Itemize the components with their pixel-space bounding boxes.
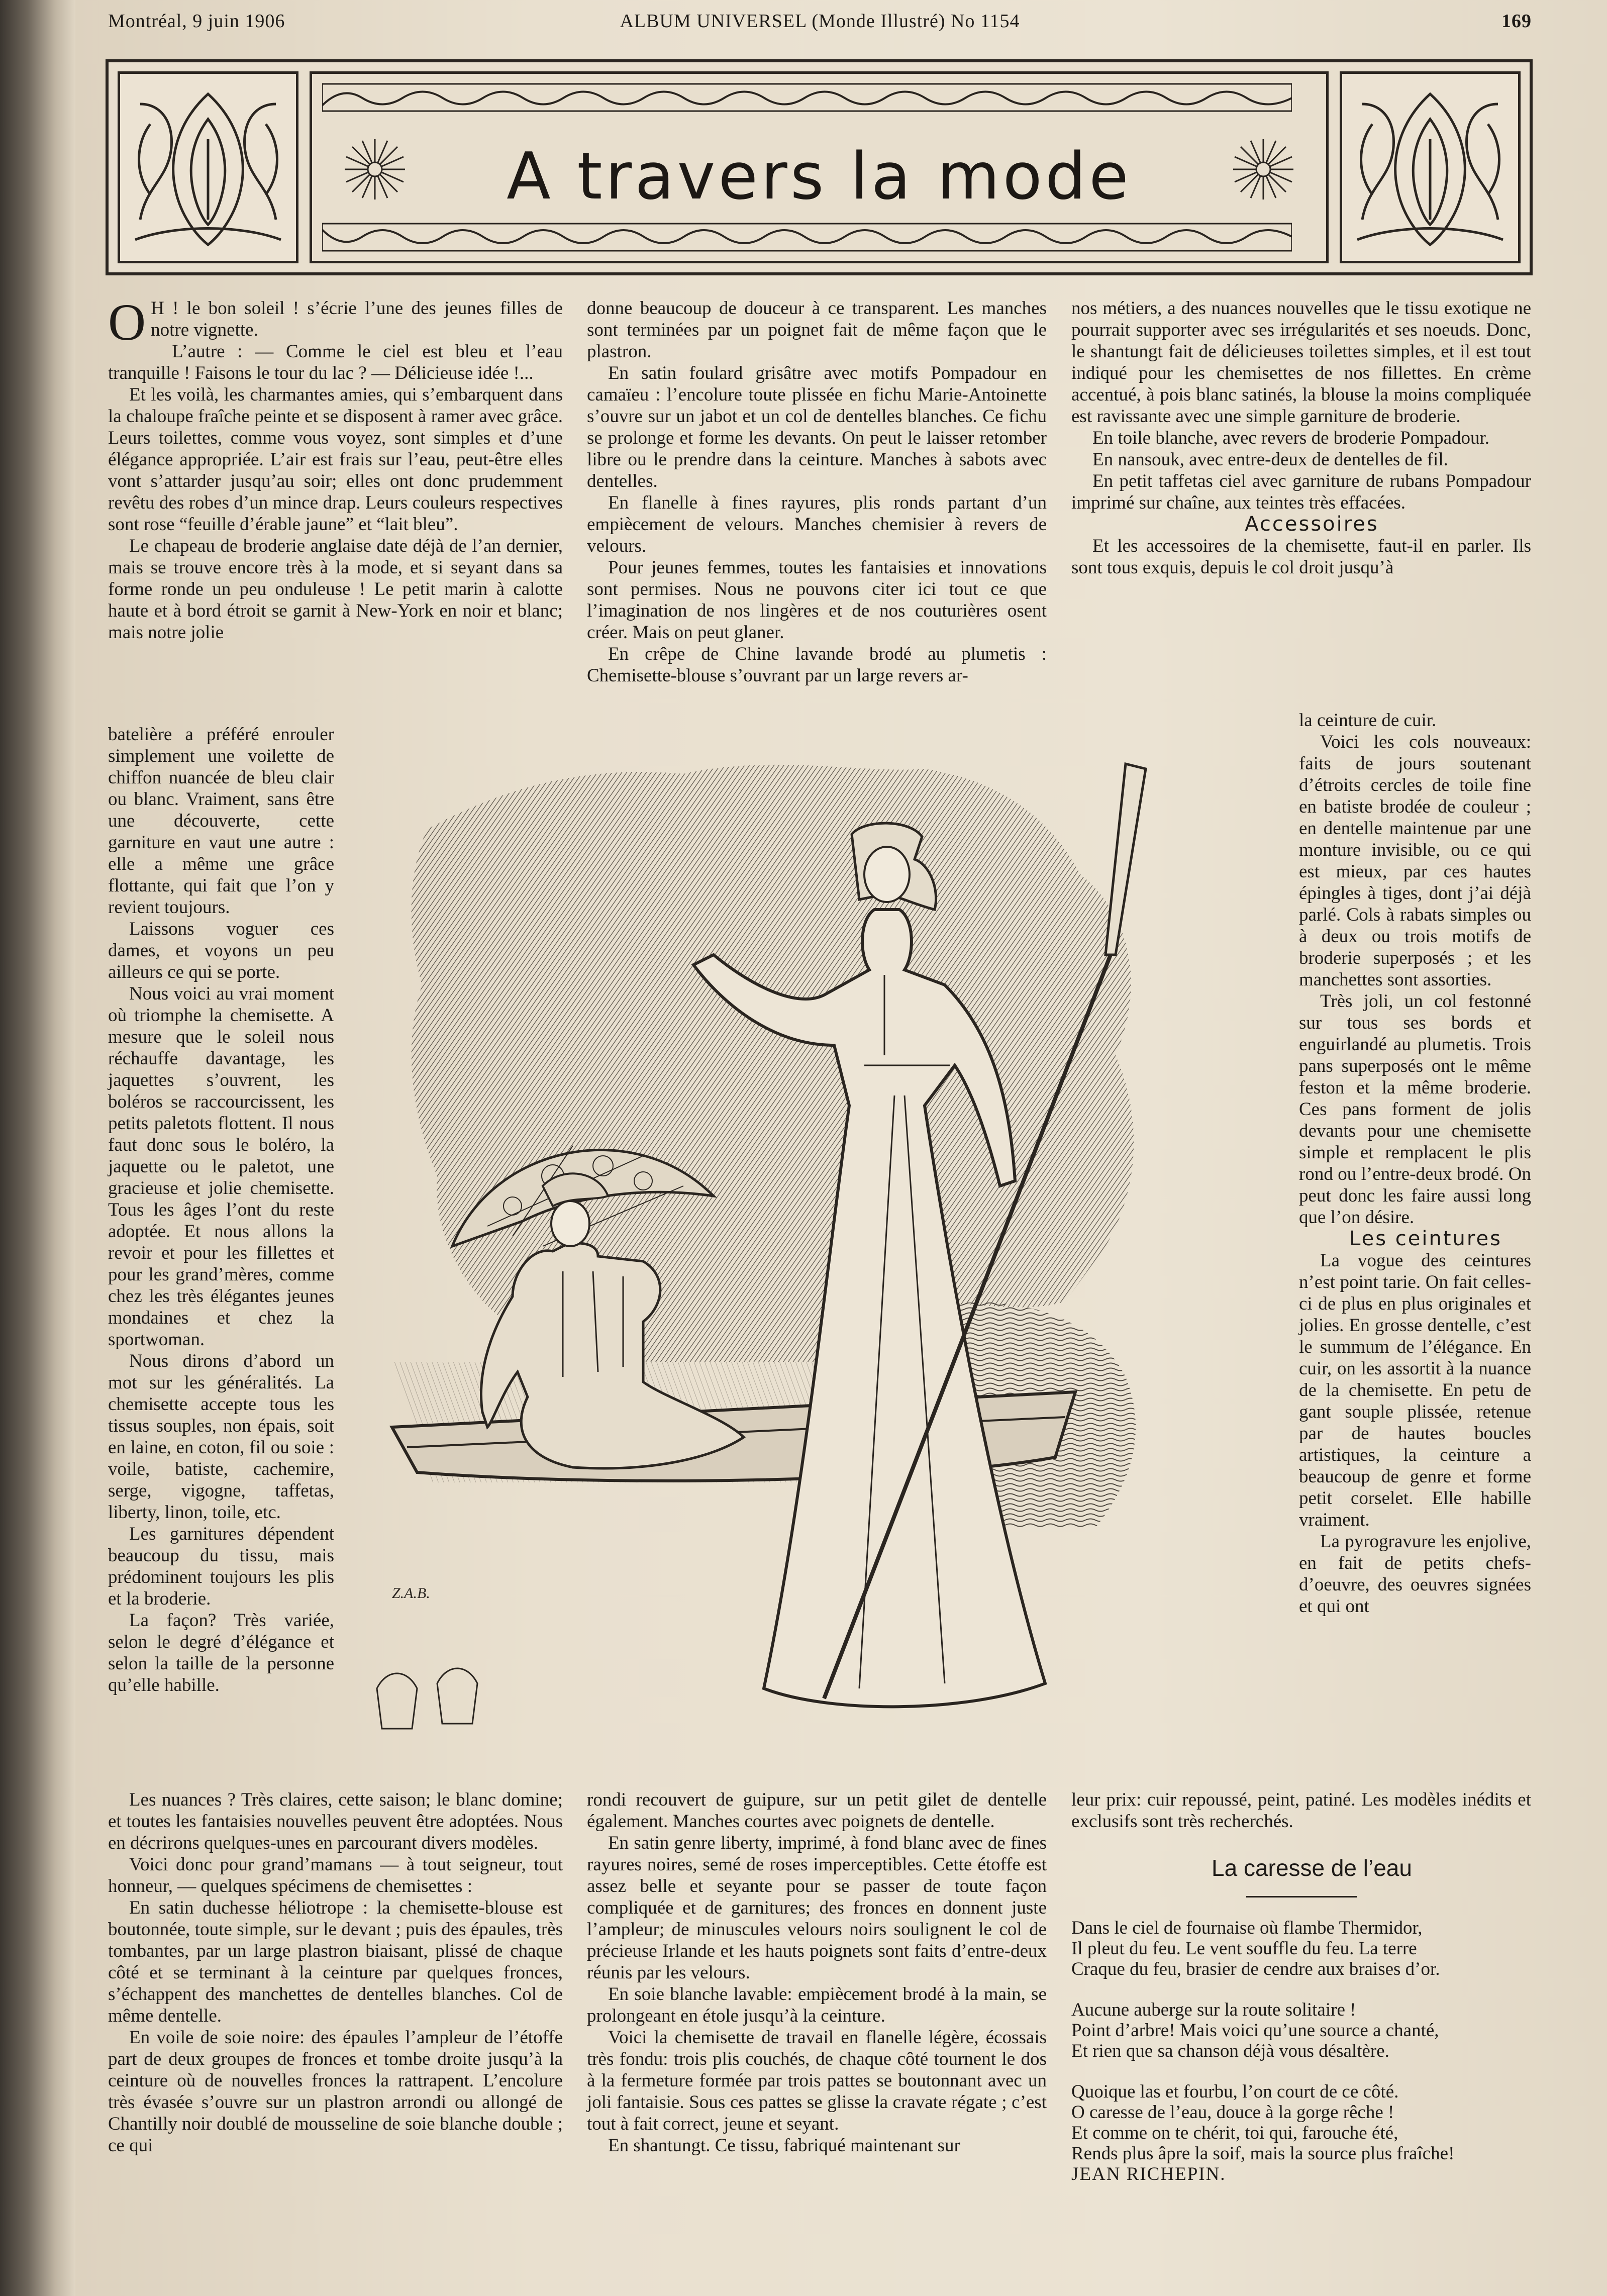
col3-paragraph: la ceinture de cuir. (1299, 710, 1437, 731)
column-1-narrow (108, 724, 334, 1696)
drop-cap: O (108, 293, 146, 351)
poem-line: Aucune auberge sur la route solitaire ! (1071, 2000, 1356, 2020)
poem-stanza (1071, 1918, 1531, 1979)
illustration-signature: Z.A.B. (392, 1585, 430, 1602)
col3-paragraph: Et les accessoires de la chemisette, faut-il en parler. Ils sont tous exquis, depuis le col droit jusqu’à (1071, 536, 1531, 578)
frieze-bottom (322, 223, 1292, 252)
poem-stanza (1071, 2081, 1531, 2164)
col2-paragraph: Voici la chemisette de travail en flanelle légère, écossais très fondu: trois plis couchés, de chaque côté tournent le dos à la fermeture formée par trois pattes se boutonnant avec un joli fantaisie. Sous ces pattes se glisse la cravate régate ; c’est tout à fait correct, jeune et seyant. (587, 2027, 1047, 2134)
column-1-bottom (108, 1789, 563, 2156)
column-3-narrow (1299, 710, 1531, 1617)
poem-line: O caresse de l’eau, douce à la gorge rêche ! (1071, 2102, 1394, 2123)
poem-stanza (1071, 2000, 1531, 2061)
frieze-top (322, 83, 1292, 112)
column-2-top (587, 297, 1047, 686)
poem-line: Il pleut du feu. Le vent souffle du feu. La terre (1071, 1938, 1417, 1959)
poem-line: Rends plus âpre la soif, mais la source plus fraîche! (1071, 2143, 1455, 2164)
col2-paragraph: En soie blanche lavable: empiècement brodé à la main, se prolongeant en étole jusqu’à la ceinture. (587, 1984, 1047, 2026)
column-3-bottom (1071, 1789, 1531, 2184)
col1-paragraph: Nous voici au vrai moment où triomphe la chemisette. A mesure que le soleil nous réchauffe davantage, les jaquettes s’ouvrent, les boléros se raccourcissent, les petits paletots flottent. Il nous faut donc sous le boléro, la jaquette ou le paletot, une gracieuse et jolie chemisette. Tous les âges l’ont du reste adoptée. Et nous allons la revoir et pour les fillettes et pour les grand’mères, comme chez les très élégantes jeunes mondaines et chez la sportwoman. (108, 983, 334, 1350)
col1-paragraph: Nous dirons d’abord un mot sur les généralités. La chemisette accepte tous les tissus souples, non épais, soit en laine, en coton, fil ou soie : voile, batiste, cachemire, serge, vigogne, taffetas, liberty, linon, toile, etc. (108, 1351, 334, 1523)
running-head (108, 10, 1532, 40)
engraving-illustration (362, 744, 1256, 1759)
poem (1071, 1918, 1531, 2184)
col2-paragraph: Pour jeunes femmes, toutes les fantaisies et innovations sont permises. Nous ne pouvons citer ici tout ce que l’imagination de nos lingères et de nos couturières osent créer. Mais on peut glaner. (587, 557, 1047, 643)
title-panel (310, 71, 1329, 263)
col1-paragraph: Voici donc pour grand’mamans — à tout seigneur, tout honneur, — quelques spécimens de chemisettes : (108, 1854, 563, 1896)
col2-paragraph: rondi recouvert de guipure, sur un petit gilet de dentelle également. Manches courtes avec poignets de dentelle. (587, 1789, 1047, 1832)
col1-paragraph: La façon? Très variée, selon le degré d’élégance et selon la taille de la personne qu’elle habille. (108, 1610, 334, 1695)
col1-paragraph: batelière a préféré enrouler simplement une voilette de chiffon nuancée de bleu clair ou blanc. Vraiment, sans être une découverte, cette garniture en vaut une autre : elle a même une grâce flottante, qui fait que l’on y revient toujours. (108, 724, 334, 918)
col2-paragraph: En satin genre liberty, imprimé, à fond blanc avec de fines rayures noires, semé de roses imperceptibles. Cette étoffe est assez belle et seyante pour se passer de toute façon compliquée et de garnitures; des fronces en donnent juste l’ampleur; de minuscules velours noirs soulignent le col de précieuse Irlande et les hauts poignets sont faits d’entre-deux réunis par les velours. (587, 1833, 1047, 1983)
column-2-bottom (587, 1789, 1047, 2156)
blouse-sketches (377, 1668, 477, 1729)
poem-line: Et comme on te chérit, toi qui, farouche été, (1071, 2123, 1398, 2143)
col3-paragraph: Très joli, un col festonné sur tous ses bords et enguirlandé au plumetis. Trois pans superposés ont le même feston et la même broderie. Ces pans forment de jolis devants pour une chemisette simple et remplacent le plis rond ou l’entre-deux brodé. On peut donc les faire aussi long que l’on désire. (1299, 991, 1531, 1228)
header-date: Montréal, 9 juin 1906 (108, 11, 285, 32)
oar (1106, 764, 1146, 955)
section-heading-ceintures: Les ceintures (1349, 1227, 1502, 1250)
col1-paragraph: Laissons voguer ces dames, et voyons un peu ailleurs ce qui se porte. (108, 919, 334, 982)
title-banner (106, 59, 1533, 275)
col1-paragraph: En voile de soie noire: des épaules l’ampleur de l’étoffe part de deux groupes de fronces et tombe droite jusqu’à la ceinture où de nouvelles fronces la rattrapent. L’encolure très évasée s’ouvre sur un plastron arrondi ou allongé de Chantilly noir doublé de mousseline de soie blanche double ; ce qui (108, 2027, 563, 2156)
poem-author: JEAN RICHEPIN. (1071, 2164, 1226, 2184)
col1-paragraph: Et les voilà, les charmantes amies, qui s’embarquent dans la chaloupe fraîche peinte et se disposent à ramer avec grâce. Leurs toilettes, comme vous voyez, sont simples et d’une élégance appropriée. L’air est frais sur l’eau, peut-être elles vont s’attarder jusqu’au soir; elles ont donc prudemment revêtu des robes d’un mince drap. Leurs couleurs respectives sont rose “feuille d’érable jaune” et “lait bleu”. (108, 384, 563, 535)
col3-paragraph: La vogue des ceintures n’est point tarie. On fait celles-ci de plus en plus originales et jolies. En grosse dentelle, c’est le summum de l’élégance. En cuir, on les assortit à la nuance de la chemisette. En petu de gant souple plissée, retenue par de hautes boucles artistiques, la ceinture a beaucoup de genre et forme petit corselet. Elle habille vraiment. (1299, 1250, 1531, 1530)
poem-line: Et rien que sa chanson déjà vous désaltère. (1071, 2041, 1389, 2061)
col2-paragraph: En crêpe de Chine lavande brodé au plumetis : Chemisette-blouse s’ouvrant par un large revers ar- (587, 644, 1047, 686)
col2-paragraph: En shantungt. Ce tissu, fabriqué maintenant sur (608, 2135, 960, 2156)
ornament-right-icon (1340, 71, 1521, 263)
col3-paragraph: En petit taffetas ciel avec garniture de rubans Pompadour imprimé sur chaîne, aux teintes très effacées. (1071, 471, 1531, 513)
poem-title: La caresse de l’eau (1212, 1855, 1412, 1881)
col1-paragraph: Les garnitures dépendent beaucoup du tissu, mais prédominent toujours les plis et la broderie. (108, 1524, 334, 1609)
banner-title: A travers la mode (507, 139, 1132, 214)
poem-line: Dans le ciel de fournaise où flambe Thermidor, (1071, 1918, 1423, 1938)
col1-paragraph: H ! le bon soleil ! s’écrie l’une des jeunes filles de notre vignette. (151, 298, 563, 340)
col3-paragraph: En nansouk, avec entre-deux de dentelles de fil. (1092, 449, 1448, 470)
poem-line: Quoique las et fourbu, l’on court de ce côté. (1071, 2081, 1399, 2102)
col1-paragraph: L’autre : — Comme le ciel est bleu et l’eau tranquille ! Faisons le tour du lac ? — Délicieuse idée !... (108, 341, 563, 383)
col2-paragraph: En flanelle à fines rayures, plis ronds partant d’un empiècement de velours. Manches chemisier à revers de velours. (587, 492, 1047, 556)
section-heading-accessoires: Accessoires (1245, 513, 1379, 536)
poem-line: Craque du feu, brasier de cendre aux braises d’or. (1071, 1959, 1440, 1979)
col1-paragraph: En satin duchesse héliotrope : la chemisette-blouse est boutonnée, toute simple, sur le devant ; puis des épaules, très tombantes, par un large plastron biaisant, plissé de chaque côté et se terminant à la ceinture par quelques fronces, s’échappent des manchettes de dentelles blanches. Col de même dentelle. (108, 1898, 563, 2026)
book-spine (0, 0, 75, 2296)
page-number: 169 (1501, 11, 1532, 32)
poem-line: Point d’arbre! Mais voici qu’une source a chanté, (1071, 2020, 1439, 2041)
col2-paragraph: donne beaucoup de douceur à ce transparent. Les manches sont terminées par un poignet fait de même façon que le plastron. (587, 298, 1047, 362)
col3-paragraph: leur prix: cuir repoussé, peint, patiné. Les modèles inédits et exclusifs sont très recherchés. (1071, 1789, 1531, 1832)
column-1-top (108, 293, 563, 643)
col3-paragraph: Voici les cols nouveaux: faits de jours soutenant d’étroits cercles de toile fine en batiste brodée de couleur ; en dentelle maintenue par une monture invisible, ou ce qui est mieux, par ces hautes épingles à tiges, dont j’ai déjà parlé. Cols à rabats simples ou à deux ou trois motifs de broderie superposés ; et les manchettes sont assorties. (1299, 732, 1531, 990)
col3-paragraph: En toile blanche, avec revers de broderie Pompadour. (1092, 428, 1490, 448)
col1-paragraph: Le chapeau de broderie anglaise date déjà de l’an dernier, mais se trouve encore très à la mode, et si seyant dans sa forme ronde un peu onduleuse ! Le petit marin à calotte haute et à bord étroit se garnit à New-York en noir et blanc; mais notre jolie (108, 536, 563, 643)
ornament-left-icon (118, 71, 298, 263)
col3-paragraph: nos métiers, a des nuances nouvelles que le tissu exotique ne pourrait supporter avec ses irrégularités et ses noeuds. Donc, le shantungt fait de délicieuses toilettes simples, et il est tout indiqué pour les chemisettes de nos fillettes. En crème accentué, à pois blanc satinés, la blouse la moins compliquée est ravissante avec une simple garniture de broderie. (1071, 298, 1531, 427)
poem-rule (1246, 1896, 1357, 1898)
header-publication: ALBUM UNIVERSEL (Monde Illustré) No 1154 (620, 11, 1020, 32)
sunburst-right-icon (1231, 137, 1296, 202)
col1-paragraph: Les nuances ? Très claires, cette saison; le blanc domine; et toutes les fantaisies nouvelles peuvent être adoptées. Nous en décrirons quelques-unes en parcourant divers modèles. (108, 1789, 563, 1853)
col2-paragraph: En satin foulard grisâtre avec motifs Pompadour en camaïeu : l’encolure toute plissée en fichu Marie-Antoinette s’ouvre sur un jabot et un col de dentelles blanches. Ce fichu se prolonge et forme les devants. On peut le laisser retomber libre ou le prendre dans la ceinture. Manches à sabots avec dentelles. (587, 363, 1047, 491)
col3-paragraph: La pyrogravure les enjolive, en fait de petits chefs-d’oeuvre, des oeuvres signées et qui ont (1299, 1531, 1531, 1617)
column-3-top (1071, 297, 1531, 578)
